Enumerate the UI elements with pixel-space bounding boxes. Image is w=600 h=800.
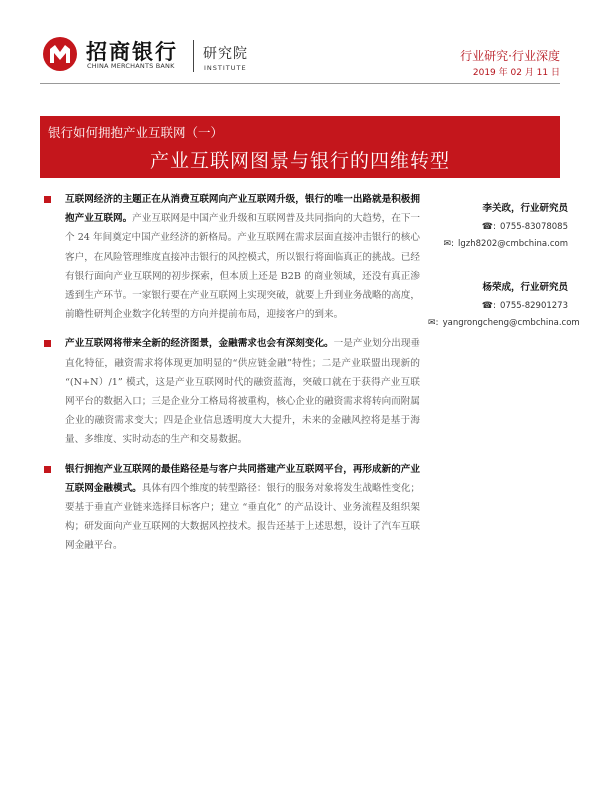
header-divider xyxy=(193,40,194,72)
series-title: 银行如何拥抱产业互联网（一） xyxy=(48,125,224,140)
bullet-text: 具体有四个维度的转型路径：银行的服务对象将发生战略性变化；要基于垂直产业链来选择目标客户；建立 “垂直化” 的产品设计、业务流程及组织架构；研发面向产业互联网的大数据风控技术。报告还基于上述思想，设计了汽车互联网金融平台。 xyxy=(65,482,421,552)
bullet-square-icon xyxy=(44,466,51,473)
header-rule xyxy=(40,83,560,84)
analyst-email[interactable]: ✉: lgzh8202@cmbchina.com xyxy=(443,239,568,249)
phone-icon: ☎: xyxy=(481,301,497,311)
analyst-name: 李关政，行业研究员 xyxy=(482,203,568,214)
report-type: 行业研究·行业深度 xyxy=(460,49,560,63)
email-icon: ✉: xyxy=(443,239,455,249)
cmb-logo xyxy=(42,36,78,72)
summary-bullet xyxy=(44,190,420,324)
analyst-panel xyxy=(428,200,580,358)
report-date: 2019 年 02 月 11 日 xyxy=(472,68,560,78)
summary-column xyxy=(44,190,420,566)
bullet-lead: 银行拥抱产业互联网的最佳路径是与客户共同搭建产业互联网平台，再形成新的产业互联网金融模式。 xyxy=(65,463,420,494)
bullet-square-icon xyxy=(44,196,51,203)
institute-name-cn: 研究院 xyxy=(203,46,248,62)
bank-name-en: CHINA MERCHANTS BANK xyxy=(87,62,175,70)
analyst-card xyxy=(428,200,568,249)
analyst-card xyxy=(428,279,580,328)
title-banner xyxy=(40,116,560,178)
bullet-lead: 互联网经济的主题正在从消费互联网向产业互联网升级，银行的唯一出路就是积极拥抱产业互联网。 xyxy=(65,194,420,225)
bullet-text: 一是产业划分出现垂直化特征，融资需求将体现更加明显的“供应链金融”特性；二是产业联盟出现新的 “(N+N）/1” 模式，这是产业互联网时代的融资蓝海，突破口就在于获得产业互联网平台的数据入口；三是企业分工格局将被重构，核心企业的融资需求将转向而附属企业的融资需求变大；四是企业信息透明度大大提升，未来的金融风控将是基于海量、多维度、实时动态的生产和交易数据。 xyxy=(65,338,421,446)
bullet-square-icon xyxy=(44,340,51,347)
analyst-name: 杨荣成，行业研究员 xyxy=(482,282,568,293)
phone-icon: ☎: xyxy=(481,222,497,232)
email-icon: ✉: xyxy=(428,318,439,328)
summary-bullet xyxy=(44,460,420,556)
bullet-text: 产业互联网是中国产业升级和互联网普及共同指向的大趋势，在下一个 24 年间奠定中国产业经济的新格局。产业互联网在需求层面直接冲击银行的核心客户，在风险管理维度直接冲击银行的风控模式，所以银行将面临真正的挑战。已经有银行面向产业互联网的初步探索，但本质上还是 B2B 的商业领域，还没有真正渗透到生产环节。一家银行要在产业互联网上实现突破，就要上升到业务战略的高度，前瞻性研判企业数字化转型的方向并提前布局，迎接客户的到来。 xyxy=(65,213,421,321)
report-title: 产业互联网图景与银行的四维转型 xyxy=(149,150,450,172)
summary-bullet xyxy=(44,334,420,449)
analyst-phone: ☎: 0755-83078085 xyxy=(481,222,568,232)
bank-name-cn: 招商银行 xyxy=(86,40,178,64)
analyst-email[interactable]: ✉: yangrongcheng@cmbchina.com xyxy=(428,318,580,328)
report-header xyxy=(0,0,600,100)
analyst-phone: ☎: 0755-82901273 xyxy=(481,301,568,311)
institute-name-en: INSTITUTE xyxy=(204,64,247,72)
bullet-lead: 产业互联网将带来全新的经济图景，金融需求也会有深刻变化。 xyxy=(65,338,334,350)
